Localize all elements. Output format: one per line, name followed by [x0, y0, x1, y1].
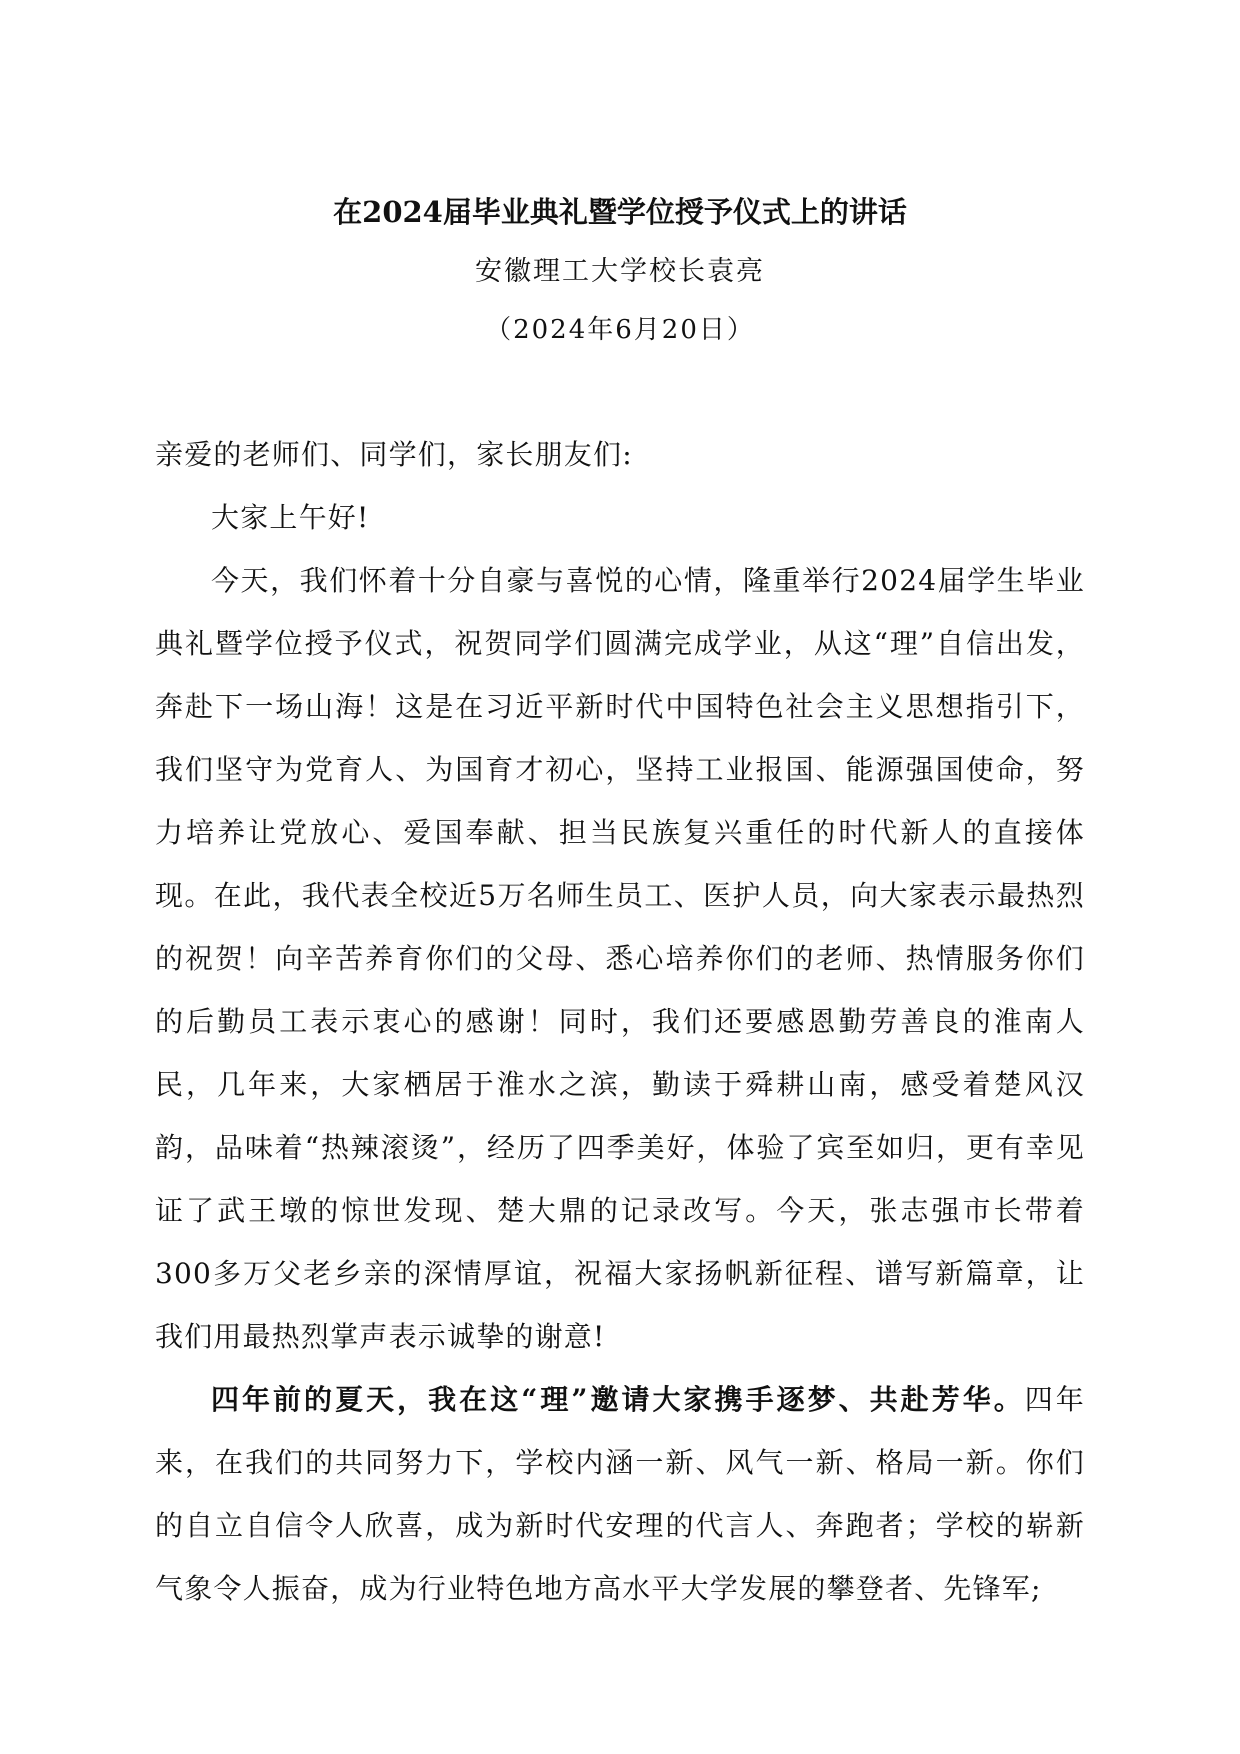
speech-date: （2024年6月20日）: [485, 315, 755, 345]
paragraph-2-lead: 四年前的夏天，我在这“理”邀请大家携手逐梦、共赴芳华。: [211, 1383, 1025, 1416]
paragraph-2-rest: 四年来，在我们的共同努力下，学校内涵一新、风气一新、格局一新。你们的自立自信令人欣喜，成为新时代安理的代言人、奔跑者；学校的崭新气象令人振奋，成为行业特色地方高水平大学发展的攀登者、先锋军;: [155, 1383, 1085, 1605]
speech-author: 安徽理工大学校长袁亮: [475, 256, 765, 287]
paragraph-1: 今天，我们怀着十分自豪与喜悦的心情，隆重举行2024届学生毕业典礼暨学位授予仪式，祝贺同学们圆满完成学业，从这“理”自信出发，奔赴下一场山海！这是在习近平新时代中国特色社会主义思想指引下，我们坚守为党育人、为国育才初心，坚持工业报国、能源强国使命，努力培养让党放心、爱国奉献、担当民族复兴重任的时代新人的直接体现。在此，我代表全校近5万名师生员工、医护人员，向大家表示最热烈的祝贺！向辛苦养育你们的父母、悉心培养你们的老师、热情服务你们的后勤员工表示衷心的感谢！同时，我们还要感恩勤劳善良的淮南人民，几年来，大家栖居于淮水之滨，勤读于舜耕山南，感受着楚风汉韵，品味着“热辣滚烫”，经历了四季美好，体验了宾至如归，更有幸见证了武王墩的惊世发现、楚大鼎的记录改写。今天，张志强市长带着300多万父老乡亲的深情厚谊，祝福大家扬帆新征程、谱写新篇章，让我们用最热烈掌声表示诚挚的谢意!: [155, 564, 1085, 1353]
greeting: 大家上午好!: [211, 501, 370, 534]
speech-title: 在2024届毕业典礼暨学位授予仪式上的讲话: [333, 195, 907, 229]
paragraph-2: [155, 1368, 1085, 1620]
speech-body: [155, 423, 1085, 1620]
salutation: 亲爱的老师们、同学们，家长朋友们:: [155, 438, 633, 471]
